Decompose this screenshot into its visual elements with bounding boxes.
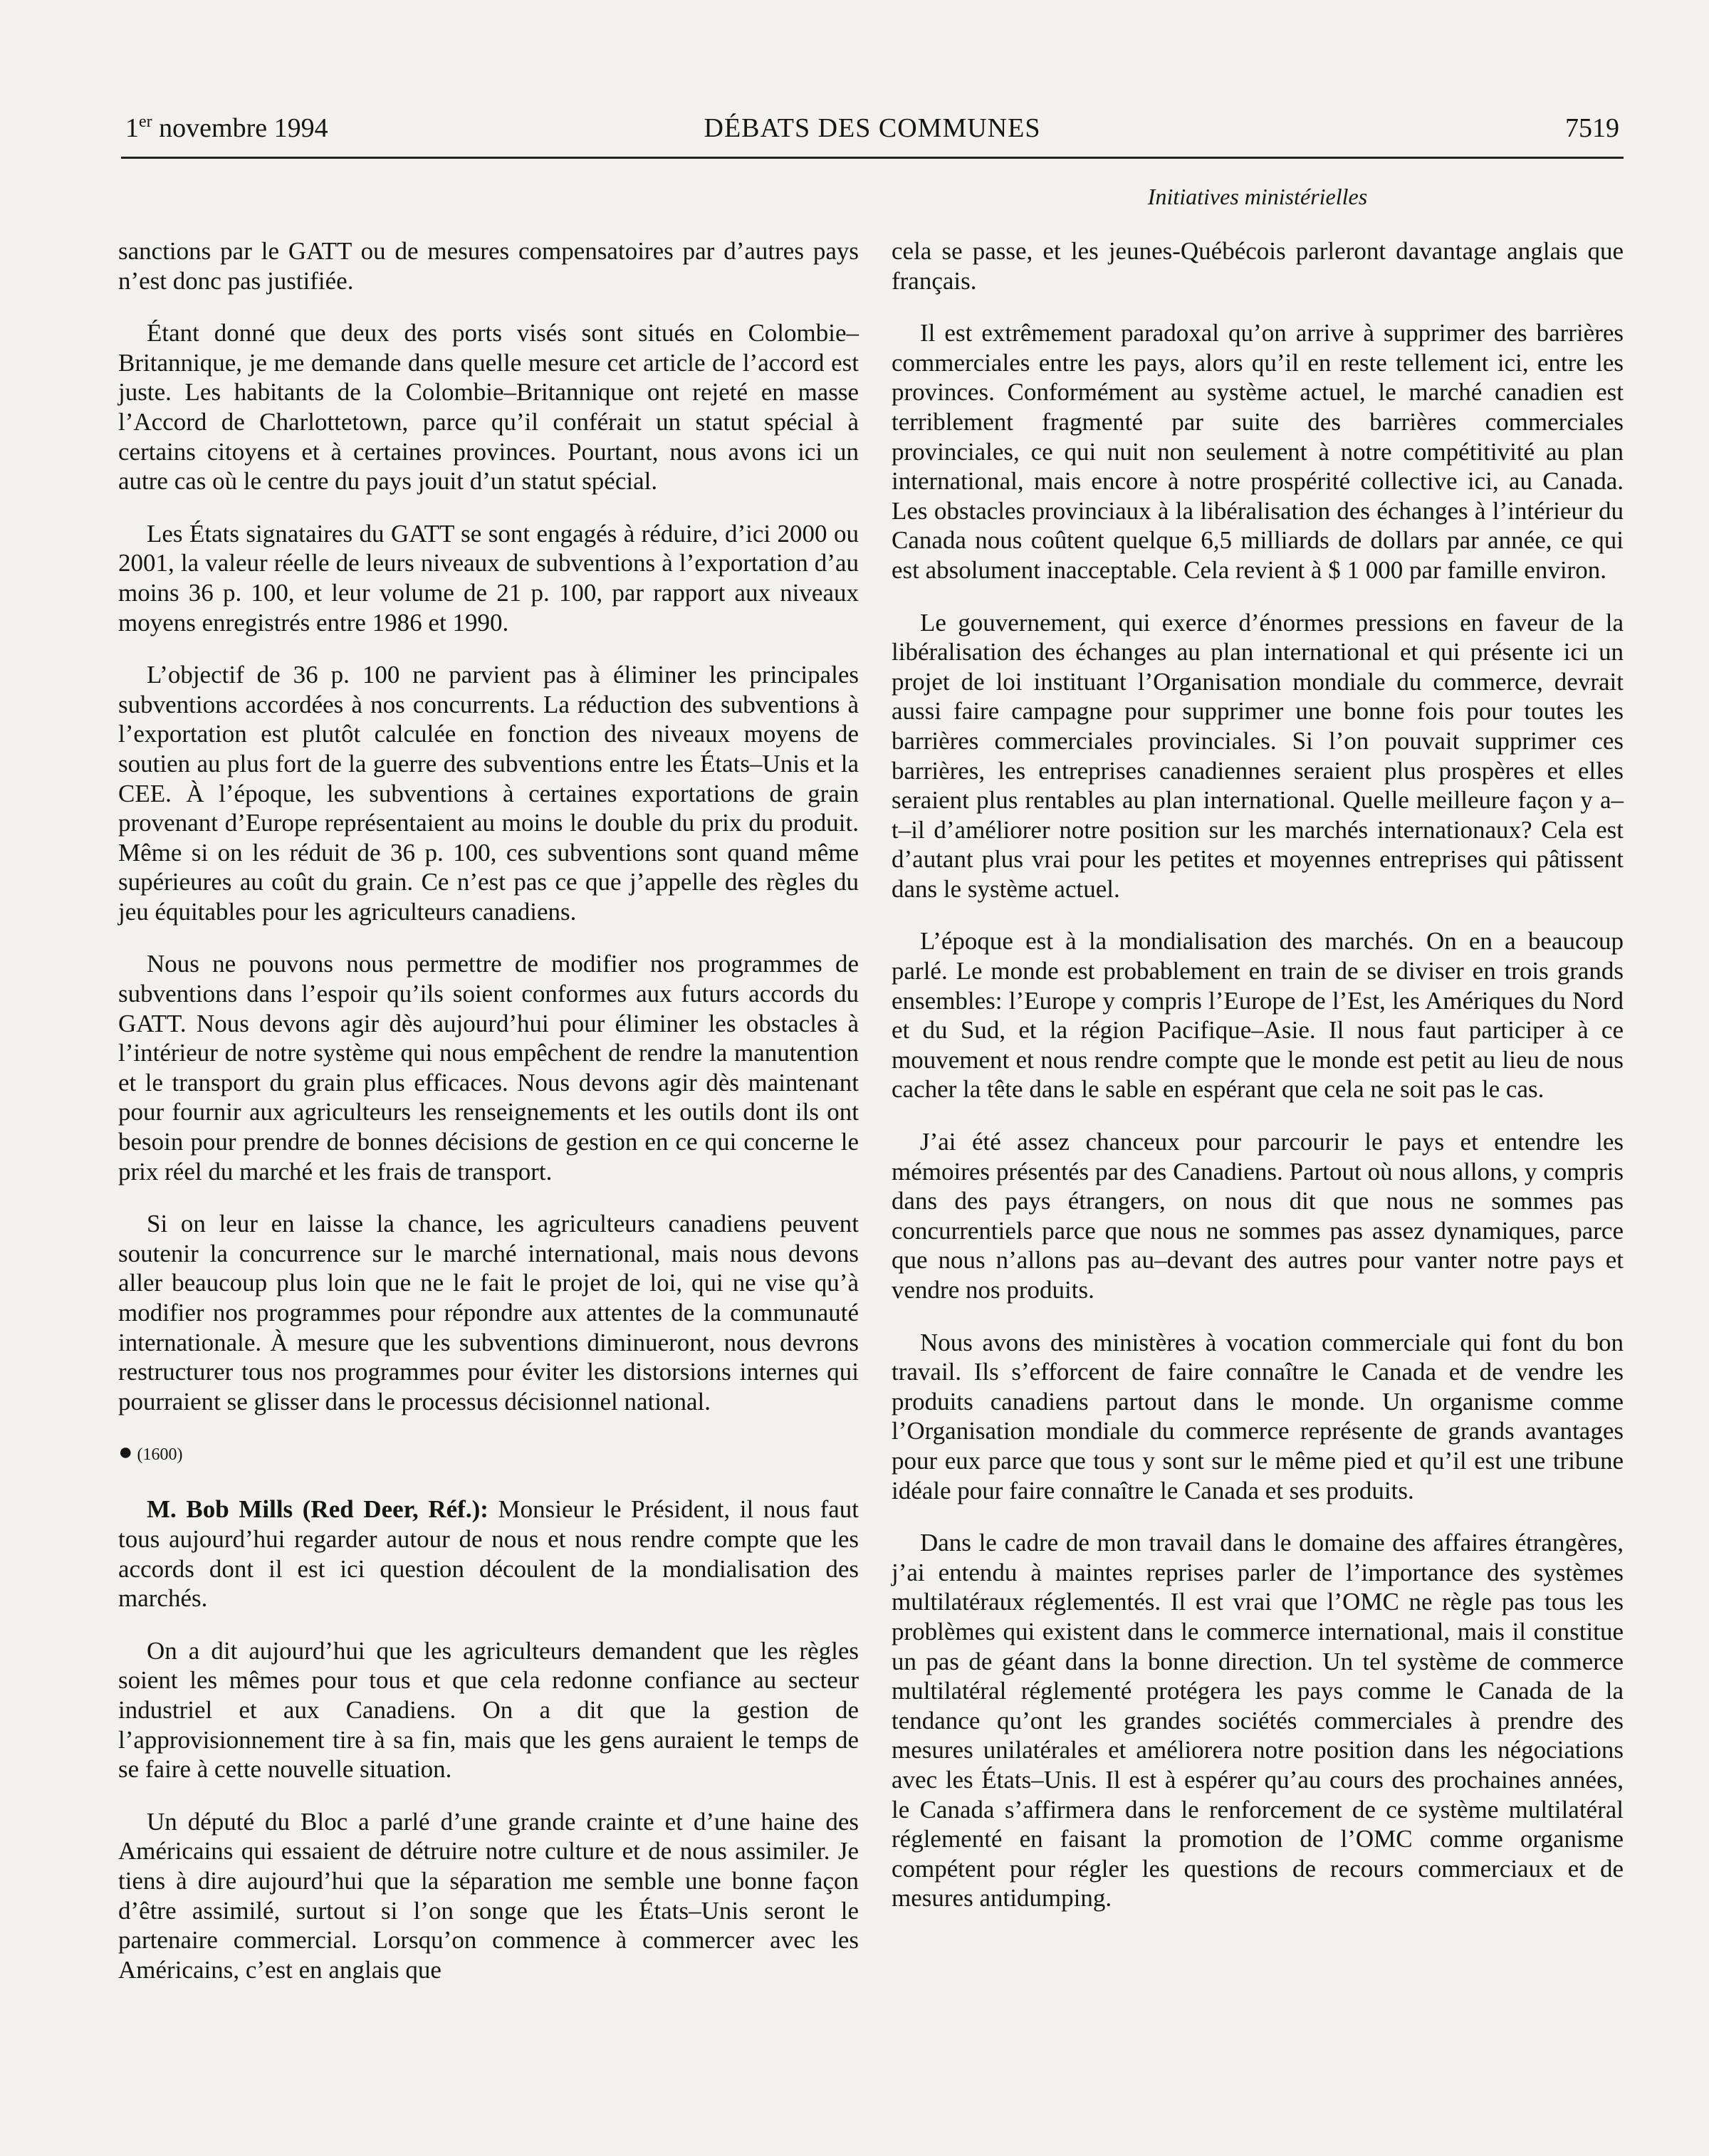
paragraph: On a dit aujourd’hui que les agriculteurs demandent que les règles soient les mêmes pour tous et que cela redonne confiance au secteur industriel et aux Canadiens. On a dit que la gestion de l’approvisionnement tire à sa fin, mais que les gens auraient le temps de se faire à cette nouvelle situation. [118, 1636, 859, 1784]
speaker-paragraph [118, 1495, 859, 1613]
time-marker-text: (1600) [137, 1445, 183, 1465]
bullet-icon: ● [118, 1439, 133, 1466]
paragraph: Nous ne pouvons nous permettre de modifier nos programmes de subventions dans l’espoir qu’ils soient conformes aux futurs accords du GATT. Nous devons agir dès aujourd’hui pour éliminer les obstacles à l’intérieur de notre système qui nous empêchent de rendre la manutention et le transport du grain plus efficaces. Nous devons agir dès maintenant pour fournir aux agriculteurs les renseignements et les outils dont ils ont besoin pour prendre de bonnes décisions de gestion en ce qui concerne le prix réel du marché et les frais de transport. [118, 950, 859, 1186]
paragraph: cela se passe, et les jeunes-Québécois parleront davantage anglais que français. [892, 237, 1624, 295]
time-marker [118, 1439, 859, 1466]
speaker-text: Monsieur le Président, il nous faut tous aujourd’hui regarder autour de nous et nous rendre compte que les accords dont il est ici question découlent de la mondialisation des marchés. [118, 1495, 859, 1613]
paragraph: L’objectif de 36 p. 100 ne parvient pas à éliminer les principales subventions accordées à nos concurrents. La réduction des subventions à l’exportation est plutôt calculée en fonction des niveaux moyens de soutien au plus fort de la guerre des subventions entre les États–Unis et la CEE. À l’époque, les subventions à certaines exportations de grain provenant d’Europe représentaient au moins le double du prix du produit. Même si on les réduit de 36 p. 100, ces subventions sont quand même supérieures au coût du grain. Ce n’est pas ce que j’appelle des règles du jeu équitables pour les agriculteurs canadiens. [118, 661, 859, 926]
paragraph: Si on leur en laisse la chance, les agriculteurs canadiens peuvent soutenir la concurrence sur le marché international, mais nous devons aller beaucoup plus loin que ne le fait le projet de loi, qui ne vise qu’à modifier nos programmes pour répondre aux attentes de la communauté internationale. À mesure que les subventions diminueront, nous devrons restructurer tous nos programmes pour éviter les distorsions internes qui pourraient se glisser dans le processus décisionnel national. [118, 1210, 859, 1415]
paragraph: Il est extrêmement paradoxal qu’on arrive à supprimer des barrières commerciales entre les pays, alors qu’il en reste tellement ici, entre les provinces. Conformément au système actuel, le marché canadien est terriblement fragmenté par suite des barrières commerciales provinciales, ce qui nuit non seulement à notre compétitivité au plan international, mais encore à notre prospérité collective ici, au Canada. Les obstacles provinciaux à la libéralisation des échanges à l’intérieur du Canada nous coûtent quelque 6,5 milliards de dollars par année, ce qui est absolument inacceptable. Cela revient à $ 1 000 par famille environ. [892, 319, 1624, 584]
section-label: Initiatives ministérielles [1147, 184, 1368, 209]
page-header [121, 107, 1624, 159]
date-rest: novembre 1994 [152, 113, 328, 143]
paragraph: Étant donné que deux des ports visés sont situés en Colombie–Britannique, je me demande dans quelle mesure cet article de l’accord est juste. Les habitants de la Colombie–Britannique ont rejeté en masse l’Accord de Charlottetown, parce qu’il conférait un statut spécial à certains citoyens et à certaines provinces. Pourtant, nous avons ici un autre cas où le centre du pays jouit d’un statut spécial. [118, 319, 859, 496]
paragraph: sanctions par le GATT ou de mesures compensatoires par d’autres pays n’est donc pas justifiée. [118, 237, 859, 295]
paragraph: Dans le cadre de mon travail dans le domaine des affaires étrangères, j’ai entendu à maintes reprises parler de l’importance des systèmes multilatéraux réglementés. Il est vrai que l’OMC ne règle pas tous les problèmes qui existent dans le commerce international, mais il constitue un pas de géant dans la bonne direction. Un tel système de commerce multilatéral réglementé protégera les pays comme le Canada de la tendance qu’ont les grandes sociétés commerciales à prendre des mesures unilatérales et améliorera notre position dans les négociations avec les États–Unis. Il est à espérer qu’au cours des prochaines années, le Canada s’affirmera dans le renforcement de ce système multilatéral réglementé en faisant la promotion de l’OMC comme organisme compétent pour régler les questions de recours commerciaux et de mesures antidumping. [892, 1529, 1624, 1912]
date-suffix: er [139, 112, 152, 131]
speaker-name: M. Bob Mills (Red Deer, Réf.): [147, 1495, 488, 1524]
paragraph: J’ai été assez chanceux pour parcourir le pays et entendre les mémoires présentés par des Canadiens. Partout où nous allons, y compris dans des pays étrangers, on nous dit que nous ne sommes pas concurrentiels parce que nous ne sommes pas assez dynamiques, parce que nous n’allons pas au–devant des autres pour vanter notre pays et vendre nos produits. [892, 1128, 1624, 1304]
paragraph: Le gouvernement, qui exerce d’énormes pressions en faveur de la libéralisation des échanges au plan international et qui présente ici un projet de loi instituant l’Organisation mondiale du commerce, devrait aussi faire campagne pour supprimer une bonne fois pour toutes les barrières commerciales provinciales. Si l’on pouvait supprimer ces barrières, les entreprises canadiennes seraient plus prospères et elles seraient plus rentables au plan international. Quelle meilleure façon y a–t–il d’améliorer notre position sur les marchés internationaux? Cela est d’autant plus vrai pour les petites et moyennes entreprises qui pâtissent dans le système actuel. [892, 608, 1624, 903]
paragraph: Un député du Bloc a parlé d’une grande crainte et d’une haine des Américains qui essaient de détruire notre culture et de nous assimiler. Je tiens à dire aujourd’hui que la séparation me semble une bonne façon d’être assimilé, surtout si l’on songe que les États–Unis seront le partenaire commercial. Lorsqu’on commence à commercer avec les Américains, c’est en anglais que [118, 1807, 859, 1984]
paragraph: L’époque est à la mondialisation des marchés. On en a beaucoup parlé. Le monde est probablement en train de se diviser en trois grands ensembles: l’Europe y compris l’Europe de l’Est, les Amériques du Nord et du Sud, et la région Pacifique–Asie. Il nous faut participer à ce mouvement et nous rendre compte que le monde est petit au lieu de nous cacher la tête dans le sable en espérant que cela ne soit pas le cas. [892, 927, 1624, 1104]
paragraph: Nous avons des ministères à vocation commerciale qui font du bon travail. Ils s’efforcent de faire connaître le Canada et de vendre les produits canadiens partout dans le monde. Un organisme comme l’Organisation mondiale du commerce représente de grands avantages pour eux parce que tous y sont sur le même pied et qu’il est une tribune idéale pour faire connaître le Canada et ses produits. [892, 1328, 1624, 1505]
left-column [118, 236, 859, 2007]
page-number: 7519 [1565, 113, 1619, 143]
right-column [892, 236, 1624, 1936]
paragraph: Les États signataires du GATT se sont engagés à réduire, d’ici 2000 ou 2001, la valeur réelle de leurs niveaux de subventions à l’exportation d’au moins 36 p. 100, et leur volume de 21 p. 100, par rapport aux niveaux moyens enregistrés entre 1986 et 1990. [118, 519, 859, 637]
date-day: 1 [125, 113, 139, 143]
publication-title: DÉBATS DES COMMUNES [704, 113, 1041, 143]
